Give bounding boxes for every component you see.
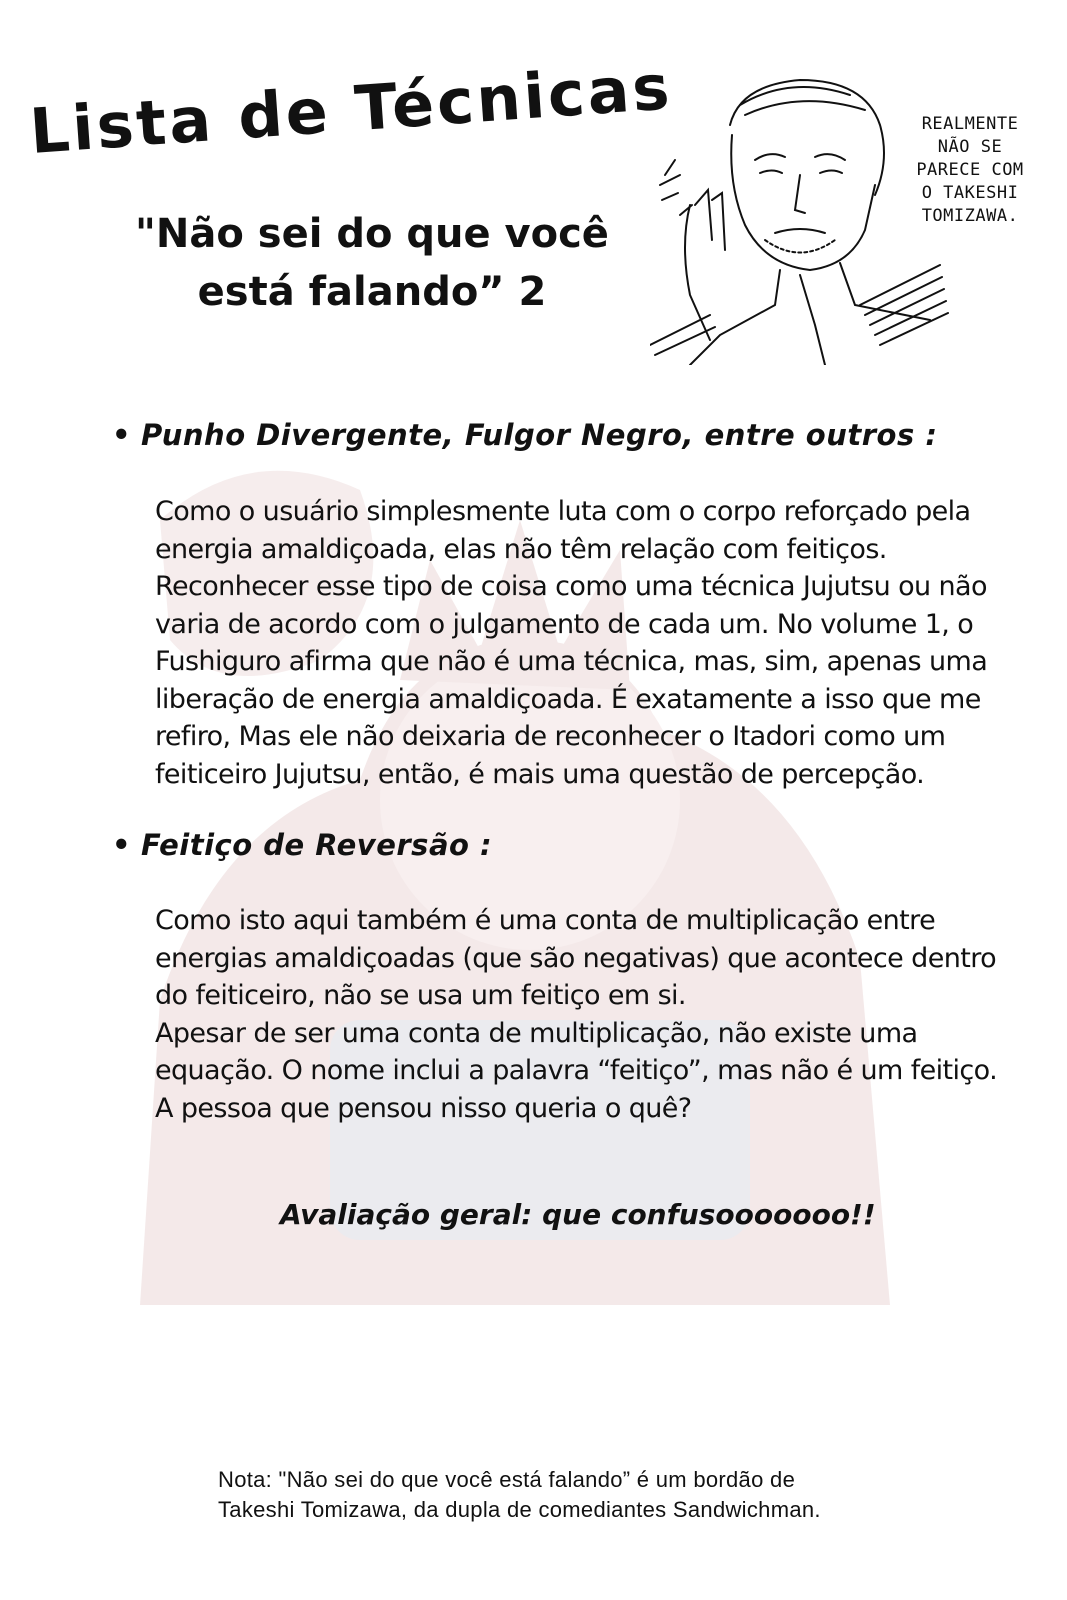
section-body bbox=[155, 493, 988, 793]
speech-bubble-text bbox=[900, 113, 1040, 228]
body-line: Reconhecer esse tipo de coisa como uma técnica Jujutsu ou não bbox=[155, 571, 987, 602]
body-line: liberação de energia amaldiçoada. É exatamente a isso que me bbox=[155, 683, 981, 715]
speech-line: TOMIZAWA. bbox=[921, 206, 1019, 226]
section-heading bbox=[112, 418, 937, 452]
body-line: energias amaldiçoadas (que são negativas) que acontece dentro bbox=[155, 942, 997, 974]
body-line: energia amaldiçoada, elas não têm relação com feitiços. bbox=[155, 533, 887, 565]
body-line: varia de acordo com o julgamento de cada um. No volume 1, o bbox=[155, 608, 974, 640]
subtitle-line: está falando” 2 bbox=[197, 269, 547, 315]
footnote bbox=[218, 1465, 821, 1525]
body-line: Fushiguro afirma que não é uma técnica, mas, sim, apenas uma bbox=[155, 646, 988, 677]
body-line: Como isto aqui também é uma conta de multiplicação entre bbox=[155, 905, 936, 936]
body-line: A pessoa que pensou nisso queria o quê? bbox=[155, 1092, 692, 1124]
speech-line: NÃO SE bbox=[937, 137, 1003, 157]
section-heading bbox=[112, 828, 492, 862]
speech-line: O TAKESHI bbox=[921, 183, 1019, 203]
body-line: refiro, Mas ele não deixaria de reconhecer o Itadori como um bbox=[155, 721, 946, 752]
subtitle-line: "Não sei do que você bbox=[135, 211, 609, 257]
body-line: feiticeiro Jujutsu, então, é mais uma questão de percepção. bbox=[155, 758, 925, 790]
bullet-icon: • bbox=[112, 418, 132, 452]
speech-line: REALMENTE bbox=[921, 114, 1019, 134]
section-body bbox=[155, 902, 998, 1127]
page-subtitle bbox=[112, 205, 632, 321]
page-title: Lista de Técnicas bbox=[27, 50, 675, 168]
body-line: Apesar de ser uma conta de multiplicação, não existe uma bbox=[155, 1017, 918, 1049]
body-line: do feiticeiro, não se usa um feitiço em si. bbox=[155, 980, 686, 1011]
footnote-line: Nota: "Não sei do que você está falando” é um bordão de bbox=[218, 1467, 796, 1492]
section-heading-text: Punho Divergente, Fulgor Negro, entre outros : bbox=[141, 418, 938, 452]
body-line: Como o usuário simplesmente luta com o corpo reforçado pela bbox=[155, 496, 971, 527]
body-line: equação. O nome inclui a palavra “feitiço”, mas não é um feitiço. bbox=[155, 1055, 998, 1086]
bullet-icon: • bbox=[112, 828, 132, 862]
footnote-line: Takeshi Tomizawa, da dupla de comediantes Sandwichman. bbox=[218, 1497, 821, 1522]
overall-verdict: Avaliação geral: que confusooooooo!! bbox=[280, 1198, 876, 1231]
speech-line: PARECE COM bbox=[916, 160, 1024, 180]
section-heading-text: Feitiço de Reversão : bbox=[141, 828, 493, 862]
